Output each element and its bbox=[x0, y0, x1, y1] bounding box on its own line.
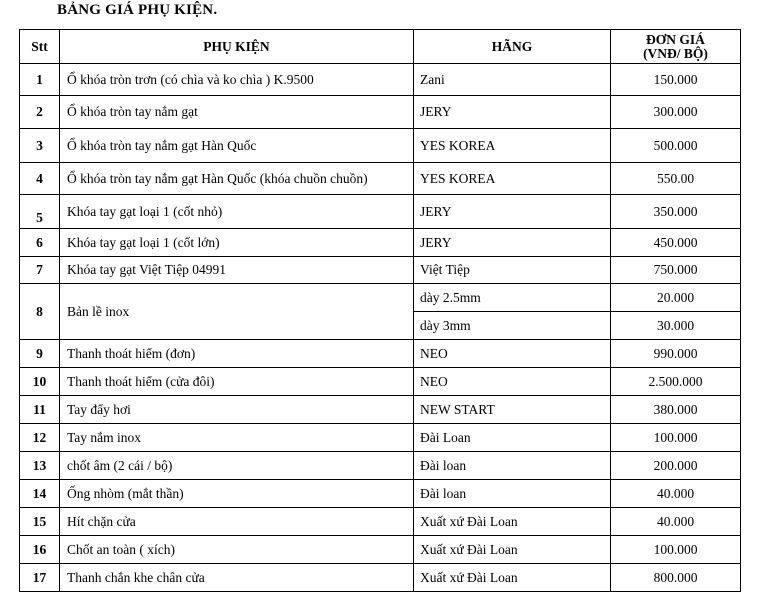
row-product: Ổ khóa tròn trơn (có chìa và ko chìa ) K.9500 bbox=[60, 64, 414, 96]
row-brand: Đài loan bbox=[414, 480, 611, 508]
row-brand: JERY bbox=[414, 229, 611, 257]
row-product: Hít chặn cửa bbox=[60, 508, 414, 536]
row-brand: JERY bbox=[414, 195, 611, 229]
row-product: Khóa tay gạt Việt Tiệp 04991 bbox=[60, 257, 414, 284]
row-stt: 17 bbox=[20, 564, 60, 592]
row-stt: 12 bbox=[20, 424, 60, 452]
table-row bbox=[20, 229, 741, 257]
table-row bbox=[20, 64, 741, 96]
row-stt: 15 bbox=[20, 508, 60, 536]
row-variant: dày 2.5mm bbox=[414, 284, 611, 312]
header-price bbox=[611, 30, 741, 64]
row-stt: 16 bbox=[20, 536, 60, 564]
row-stt: 8 bbox=[20, 284, 60, 340]
row-price: 300.000 bbox=[611, 96, 741, 129]
row-product: Khóa tay gạt loại 1 (cốt nhỏ) bbox=[60, 195, 414, 229]
row-price: 990.000 bbox=[611, 340, 741, 368]
row-price: 30.000 bbox=[611, 312, 741, 340]
row-product: Khóa tay gạt loại 1 (cốt lớn) bbox=[60, 229, 414, 257]
row-price: 100.000 bbox=[611, 424, 741, 452]
row-product: chốt âm (2 cái / bộ) bbox=[60, 452, 414, 480]
header-row bbox=[20, 30, 741, 64]
page-title: BẢNG GIÁ PHỤ KIỆN. bbox=[57, 2, 218, 18]
row-price: 800.000 bbox=[611, 564, 741, 592]
table-row bbox=[20, 508, 741, 536]
row-stt: 6 bbox=[20, 229, 60, 257]
row-product: Thanh thoát hiểm (đơn) bbox=[60, 340, 414, 368]
row-stt: 13 bbox=[20, 452, 60, 480]
row-brand: Xuất xứ Đài Loan bbox=[414, 508, 611, 536]
row-stt: 10 bbox=[20, 368, 60, 396]
table-row bbox=[20, 284, 741, 312]
row-brand: Xuất xứ Đài Loan bbox=[414, 536, 611, 564]
table-row bbox=[20, 564, 741, 592]
row-product: Ổ khóa tròn tay nắm gạt bbox=[60, 96, 414, 129]
table-row bbox=[20, 480, 741, 508]
row-stt: 3 bbox=[20, 129, 60, 163]
table-row bbox=[20, 536, 741, 564]
row-brand: YES KOREA bbox=[414, 129, 611, 163]
row-brand: JERY bbox=[414, 96, 611, 129]
table-row bbox=[20, 396, 741, 424]
row-price: 40.000 bbox=[611, 508, 741, 536]
row-brand: Zani bbox=[414, 64, 611, 96]
row-price: 20.000 bbox=[611, 284, 741, 312]
table-row bbox=[20, 368, 741, 396]
row-price: 150.000 bbox=[611, 64, 741, 96]
row-brand: NEW START bbox=[414, 396, 611, 424]
row-price: 750.000 bbox=[611, 257, 741, 284]
row-brand: Đài loan bbox=[414, 452, 611, 480]
row-product: Ổ khóa tròn tay nắm gạt Hàn Quốc (khóa chuồn chuồn) bbox=[60, 163, 414, 195]
table-row bbox=[20, 424, 741, 452]
row-price: 550.00 bbox=[611, 163, 741, 195]
header-price-line2: (VNĐ/ BỘ) bbox=[643, 45, 708, 61]
table-row bbox=[20, 195, 741, 229]
table-row bbox=[20, 163, 741, 195]
row-price: 450.000 bbox=[611, 229, 741, 257]
price-table bbox=[19, 29, 741, 592]
row-price: 200.000 bbox=[611, 452, 741, 480]
row-price: 380.000 bbox=[611, 396, 741, 424]
row-price: 350.000 bbox=[611, 195, 741, 229]
row-brand: Việt Tiệp bbox=[414, 257, 611, 284]
row-brand: Xuất xứ Đài Loan bbox=[414, 564, 611, 592]
row-brand: NEO bbox=[414, 340, 611, 368]
row-product: Ống nhòm (mắt thần) bbox=[60, 480, 414, 508]
row-brand: NEO bbox=[414, 368, 611, 396]
row-product: Bản lề inox bbox=[60, 284, 414, 340]
table-row bbox=[20, 257, 741, 284]
table-row bbox=[20, 96, 741, 129]
header-product: PHỤ KIỆN bbox=[60, 30, 414, 64]
row-stt: 14 bbox=[20, 480, 60, 508]
table-row bbox=[20, 452, 741, 480]
row-brand: YES KOREA bbox=[414, 163, 611, 195]
row-variant: dày 3mm bbox=[414, 312, 611, 340]
row-stt: 1 bbox=[20, 64, 60, 96]
row-stt: 5 bbox=[20, 195, 60, 229]
row-stt: 4 bbox=[20, 163, 60, 195]
row-price: 2.500.000 bbox=[611, 368, 741, 396]
row-price: 100.000 bbox=[611, 536, 741, 564]
row-product: Tay nắm inox bbox=[60, 424, 414, 452]
row-stt: 11 bbox=[20, 396, 60, 424]
row-product: Thanh chắn khe chân cửa bbox=[60, 564, 414, 592]
row-stt: 2 bbox=[20, 96, 60, 129]
row-product: Ổ khóa tròn tay nắm gạt Hàn Quốc bbox=[60, 129, 414, 163]
table-row bbox=[20, 340, 741, 368]
header-brand: HÃNG bbox=[414, 30, 611, 64]
table-row bbox=[20, 129, 741, 163]
row-stt: 9 bbox=[20, 340, 60, 368]
row-price: 500.000 bbox=[611, 129, 741, 163]
row-brand: Đài Loan bbox=[414, 424, 611, 452]
row-product: Tay đẩy hơi bbox=[60, 396, 414, 424]
row-product: Thanh thoát hiểm (cửa đôi) bbox=[60, 368, 414, 396]
header-price-line1: ĐƠN GIÁ bbox=[646, 31, 705, 47]
row-stt: 7 bbox=[20, 257, 60, 284]
header-stt: Stt bbox=[20, 30, 60, 64]
row-price: 40.000 bbox=[611, 480, 741, 508]
row-product: Chốt an toàn ( xích) bbox=[60, 536, 414, 564]
